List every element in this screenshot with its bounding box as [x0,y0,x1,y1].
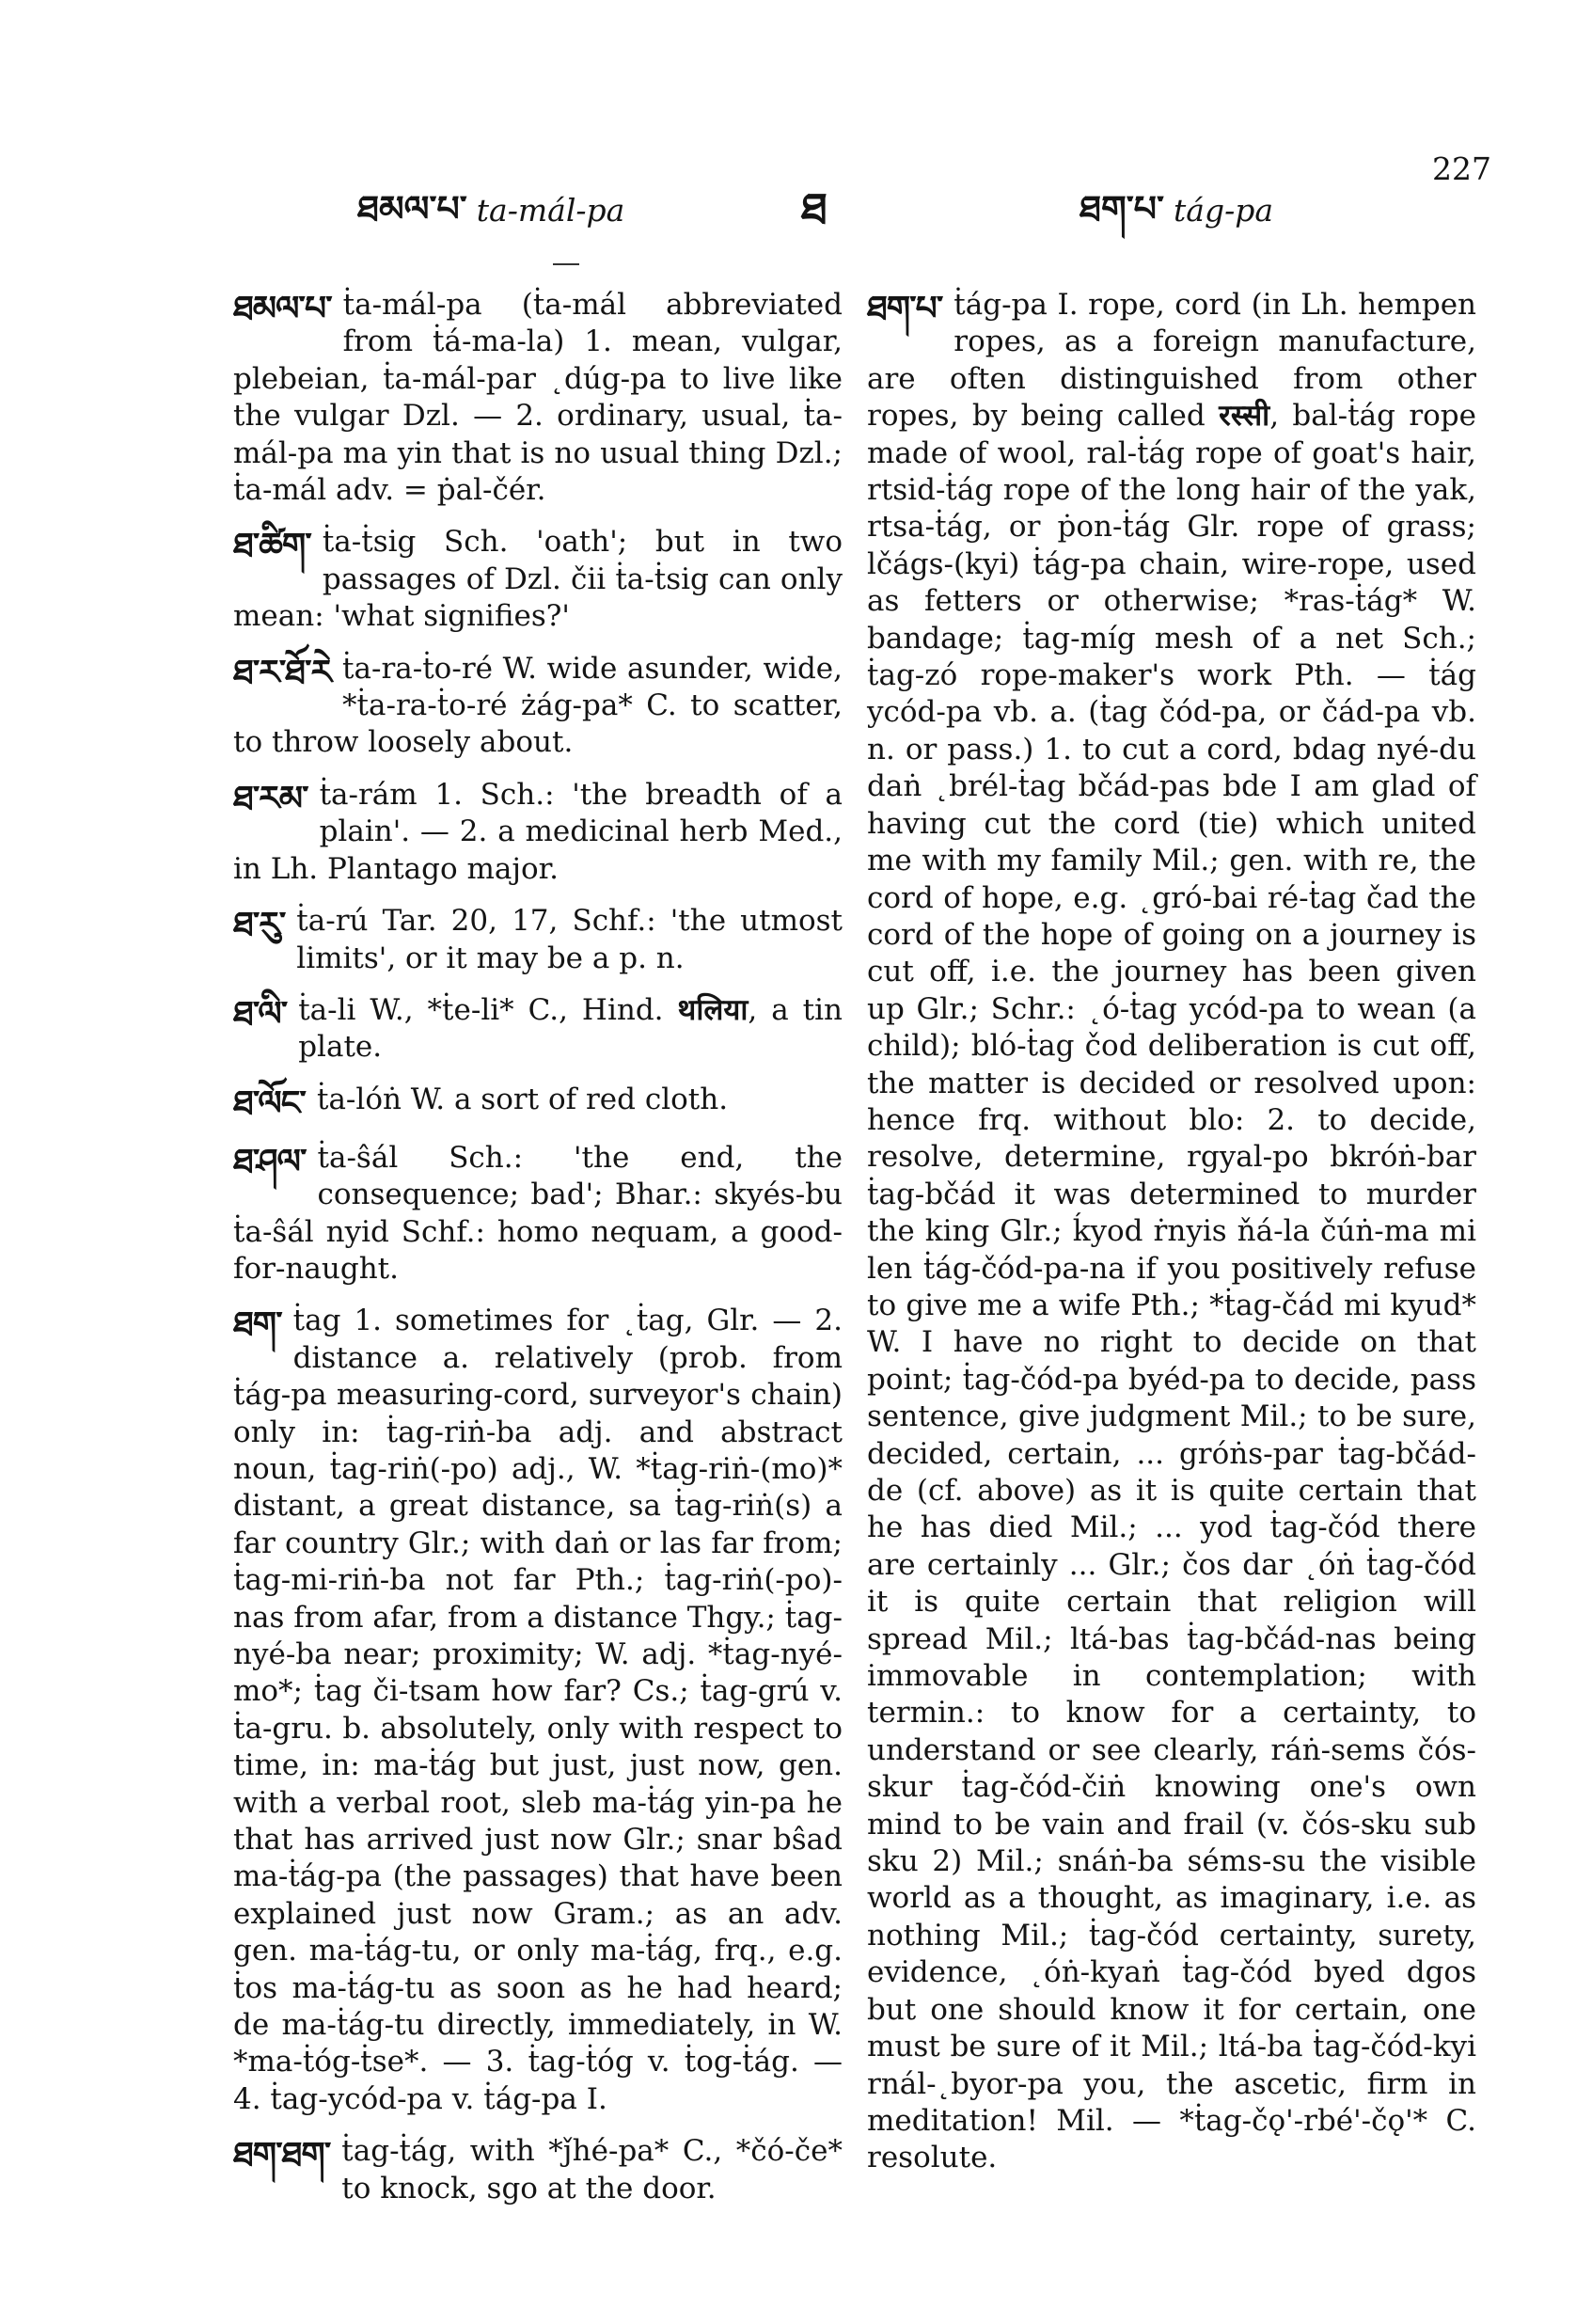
header-left-translit: ta-mál-pa [476,192,625,229]
entry-headword: ཐ་རུ་ [233,905,286,945]
entry-text: ṫág-pa I. rope, cord (in Lh. hempen ropes, as a foreign manufacture, are often distinguished from other ropes, by being called [867,288,1476,434]
dictionary-entry [233,903,843,977]
dictionary-entry [867,287,1476,2177]
header-left-tibetan: ཐམལ་པ་ [357,187,467,229]
entry-headword: ཐ་ལོང་ [233,1083,306,1123]
entry-text: ṫa-rám 1. Sch.: 'the breadth of a plain'. — 2. a medicinal herb Med., in Lh. Plantago major. [233,777,843,886]
dictionary-entry [233,2133,843,2207]
header-divider [553,263,579,265]
running-header-right [1080,169,1273,270]
entry-text: ṫa-ŝál Sch.: 'the end, the consequence; bad'; Bhar.: skyés-bu ṫa-ŝál nyid Schf.: homo nequam, a good-for-naught. [233,1140,843,1286]
entry-text: ṫa-mál-pa (ṫa-mál abbreviated from ṫá-ma-la) 1. mean, vulgar, plebeian, ṫa-mál-par ˛dúg-pa to live like the vulgar Dzl. — 2. ordinary, usual, ṫa-mál-pa ma yin that is no usual thing Dzl.; ṫa-mál adv. = ṗal-čér. [233,288,843,508]
entry-text-after: , bal-ṫág rope made of wool, ral-ṫág rope of goat's hair, rtsid-ṫág rope of the long hair of the yak, rtsa-ṫág, or ṗon-ṫág Glr. rope of grass; lčágs-(kyi) ṫág-pa chain, wire-rope, used as fetters or otherwise; *ras-ṫág* W. bandage; ṫag-míg mesh of a net Sch.; ṫag-zó rope-maker's work Pth. — ṫág ycód-pa vb. a. (ṫag čód-pa, or čád-pa vb. n. or pass.) 1. to cut a cord, bdag nyé-du daṅ ˛brél-ṫag bčád-pas bde I am glad of having cut the cord (tie) which united me with my family Mil.; gen. with re, the cord of hope, e.g. ˛gró-bai ré-ṫag čad the cord of the hope of going on a journey is cut off, i.e. the journey has been given up Glr.; Schr.: ˛ó-ṫag ycód-pa to wean (a child); bló-ṫag čod deliberation is cut off, the matter is decided or resolved upon: hence frq. without blo: 2. to decide, resolve, determine, rgyal-po bkróṅ-bar ṫag-bčád it was determined to murder the king Glr.; ḱyod ṙnyis ňá-la čúṅ-ma mi len ṫág-čód-pa-na if you positively refuse to give me a wife Pth.; *ṫag-čád mi kyud* W. I have no right to decide on that point; ṫag-čód-pa byéd-pa to decide, pass sentence, give judgment Mil.; to be sure, decided, certain, ... gróṅs-par ṫag-bčád-de (cf. above) as it is quite certain that he has died Mil.; ... yod ṫag-čód there are certainly ... Glr.; čos dar ˛óṅ ṫag-čód it is quite certain that religion will spread Mil.; ltá-bas ṫag-bčád-nas being immovable in contemplation; with termin.: to know for a certainty, to understand or see clearly, ráṅ-sems čós-skur ṫag-čód-čiṅ knowing one's own mind to be vain and frail (v. čós-sku sub sku 2) Mil.; snáṅ-ba séms-su the visible world as a thought, as imaginary, i.e. as nothing Mil.; ṫag-čód certainty, surety, evidence, ˛óṅ-kyaṅ ṫag-čód byed dgos but one should know it for certain, one must be sure of it Mil.; ltá-ba ṫag-čód-kyi rnál-˛byor-pa you, the ascetic, firm in meditation! Mil. — *ṫag-čǫ'-rbé'-čǫ'* C. resolute. [867,399,1476,2175]
entry-headword: ཐ་ཚིག་ [233,526,311,566]
devanagari-gloss: थलिया [677,992,749,1027]
entry-text: ṫag 1. sometimes for ˛ṫag, Glr. — 2. distance a. relatively (prob. from ṫág-pa measuring-cord, surveyor's chain) only in: ṫag-riṅ-ba adj. and abstract noun, ṫag-riṅ(-po) adj., W. *ṫag-riṅ-(mo)* distant, a great distance, sa ṫag-riṅ(s) a far country Glr.; with daṅ or las far from; ṫag-mi-riṅ-ba not far Pth.; ṫag-riṅ(-po)-nas from afar, from a distance Thgy.; ṫag-nyé-ba near; proximity; W. adj. *ṫag-nyé-mo*; ṫag či-tsam how far? Cs.; ṫag-grú v. ṫa-gru. b. absolutely, only with respect to time, in: ma-ṫág but just, just now, gen. with a verbal root, sleb ma-ṫág yin-pa he that has arrived just now Glr.; snar bŝad ma-ṫág-pa (the passages) that have been explained just now Gram.; as an adv. gen. ma-ṫág-tu, or only ma-ṫág, frq., e.g. ṫos ma-ṫág-tu as soon as he had heard; de ma-ṫág-tu directly, immediately, in W. *ma-ṫóg-ṫse*. — 3. ṫag-ṫóg v. ṫog-ṫág. — 4. ṫag-ycód-pa v. ṫág-pa I. [233,1304,843,2116]
entry-headword: ཐ་ལི་ [233,993,288,1034]
entry-headword: ཐ་ར་ཐོ་རེ [233,652,332,692]
dictionary-entry [233,524,843,635]
dictionary-entry [233,1303,843,2118]
dictionary-entry [233,777,843,888]
entry-text: ṫa-ṫsig Sch. 'oath'; but in two passages of Dzl. čii ṫa-ṫsig can only mean: 'what signifies?' [233,525,843,634]
entry-headword: ཐག་ [233,1304,282,1345]
dictionary-entry [233,1140,843,1288]
entry-text-after: , a tin plate. [298,992,843,1065]
header-right-tibetan: ཐག་པ་ [1080,187,1165,229]
dictionary-entry [233,287,843,509]
dictionary-entry [233,651,843,762]
header-section-letter: ཐ [801,183,827,234]
entry-text: ṫa-ra-ṫo-ré W. wide asunder, wide, *ṫa-ra-ṫo-ré żág-pa* C. to scatter, to throw loosely about. [233,651,843,760]
entry-text: ṫa-lóṅ W. a sort of red cloth. [316,1082,729,1116]
entry-headword: ཐག་པ་ [867,289,943,328]
left-column [233,287,843,2222]
entry-text: ṫa-rú Tar. 20, 17, Schf.: 'the utmost limits', or it may be a p. n. [296,904,843,975]
entry-headword: ཐ་རམ་ [233,778,308,818]
dictionary-entry [233,992,843,1067]
dictionary-entry [233,1082,843,1125]
devanagari-gloss: रस्सी [1219,399,1270,434]
entry-text: ṫa-li W., *ṫe-li* C., Hind. [298,992,664,1027]
entry-headword: ཐམལ་པ་ [233,289,332,328]
entry-headword: ཐ་ཤལ་ [233,1141,307,1181]
entry-text: ṫag-ṫág, with *ǰhé-pa* C., *čó-če* to knock, sgo at the door. [341,2134,843,2205]
entry-headword: ཐག་ཐག་ [233,2135,331,2175]
running-header-left [357,169,624,270]
header-right-translit: tág-pa [1174,192,1274,229]
page-number: 227 [1432,150,1491,187]
right-column [867,287,1476,2192]
